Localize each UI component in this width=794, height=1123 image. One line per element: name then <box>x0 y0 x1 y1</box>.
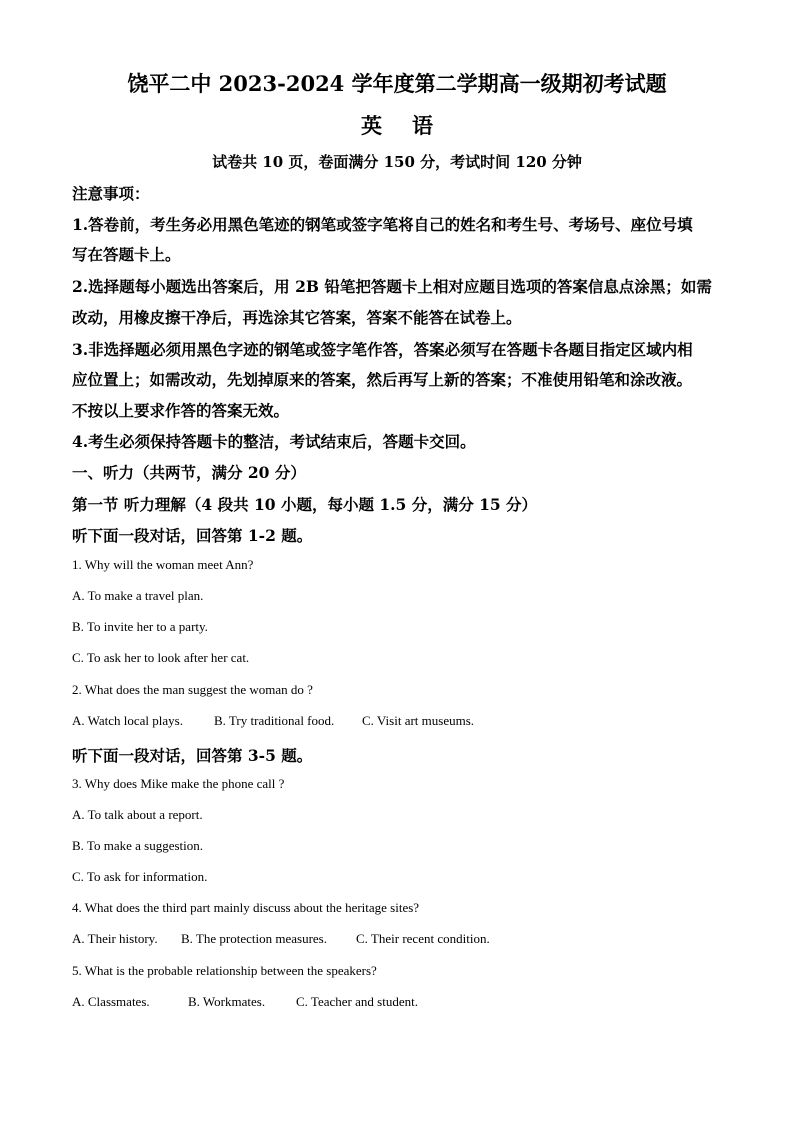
exam-info: 试卷共 10 页，卷面满分 150 分，考试时间 120 分钟 <box>212 153 582 171</box>
q5-option-b: B. Workmates. <box>188 994 266 1009</box>
note-3-line-3: 不按以上要求作答的答案无效。 <box>72 401 290 420</box>
q4-option-b: B. The protection measures. <box>181 931 327 946</box>
q3-option-a: A. To talk about a report. <box>72 807 203 822</box>
exam-title: 饶平二中 2023-2024 学年度第二学期高一级期初考试题 <box>127 71 667 96</box>
q3-option-c: C. To ask for information. <box>72 869 208 884</box>
q2-options <box>72 713 732 729</box>
question-2: 2. What does the man suggest the woman do ? <box>72 682 313 697</box>
q2-option-c: C. Visit art museums. <box>362 713 475 728</box>
dialog2-instruction: 听下面一段对话，回答第 3-5 题。 <box>72 746 313 765</box>
note-3-line-2: 应位置上；如需改动，先划掉原来的答案，然后再写上新的答案；不准使用铅笔和涂改液。 <box>72 370 693 389</box>
q2-option-b: B. Try traditional food. <box>214 713 335 728</box>
q5-options <box>72 994 732 1010</box>
q1-option-a: A. To make a travel plan. <box>72 588 204 603</box>
note-4-line-1: 4.考生必须保持答题卡的整洁，考试结束后，答题卡交回。 <box>72 432 476 451</box>
dialog1-instruction: 听下面一段对话，回答第 1-2 题。 <box>72 526 313 545</box>
note-2-line-2: 改动，用橡皮擦干净后，再选涂其它答案，答案不能答在试卷上。 <box>72 308 522 327</box>
note-3-line-1: 3.非选择题必须用黑色字迹的钢笔或签字笔作答，答案必须写在答题卡各题目指定区域内相 <box>72 340 693 359</box>
question-1: 1. Why will the woman meet Ann? <box>72 557 254 572</box>
question-3: 3. Why does Mike make the phone call ? <box>72 776 285 791</box>
notes-heading: 注意事项： <box>72 184 150 203</box>
q4-options <box>72 931 732 947</box>
q5-option-c: C. Teacher and student. <box>296 994 418 1009</box>
q5-option-a: A. Classmates. <box>72 994 150 1009</box>
part1-heading: 一、听力（共两节，满分 20 分） <box>72 463 306 482</box>
q3-option-b: B. To make a suggestion. <box>72 838 204 853</box>
question-4: 4. What does the third part mainly discuss about the heritage sites? <box>72 900 420 915</box>
q1-option-b: B. To invite her to a party. <box>72 619 208 634</box>
section1-heading: 第一节 听力理解（4 段共 10 小题，每小题 1.5 分，满分 15 分） <box>72 495 538 514</box>
q1-option-c: C. To ask her to look after her cat. <box>72 650 250 665</box>
q4-option-a: A. Their history. <box>72 931 158 946</box>
q2-option-a: A. Watch local plays. <box>72 713 183 728</box>
subject-title: 英语 <box>361 113 463 138</box>
note-2-line-1: 2.选择题每小题选出答案后，用 2B 铅笔把答题卡上相对应题目选项的答案信息点涂黑；如需 <box>72 277 712 296</box>
note-1-line-2: 写在答题卡上。 <box>72 245 181 264</box>
question-5: 5. What is the probable relationship between the speakers? <box>72 963 377 978</box>
note-1-line-1: 1.答卷前，考生务必用黑色笔迹的钢笔或签字笔将自己的姓名和考生号、考场号、座位号填 <box>72 215 693 234</box>
q4-option-c: C. Their recent condition. <box>356 931 490 946</box>
